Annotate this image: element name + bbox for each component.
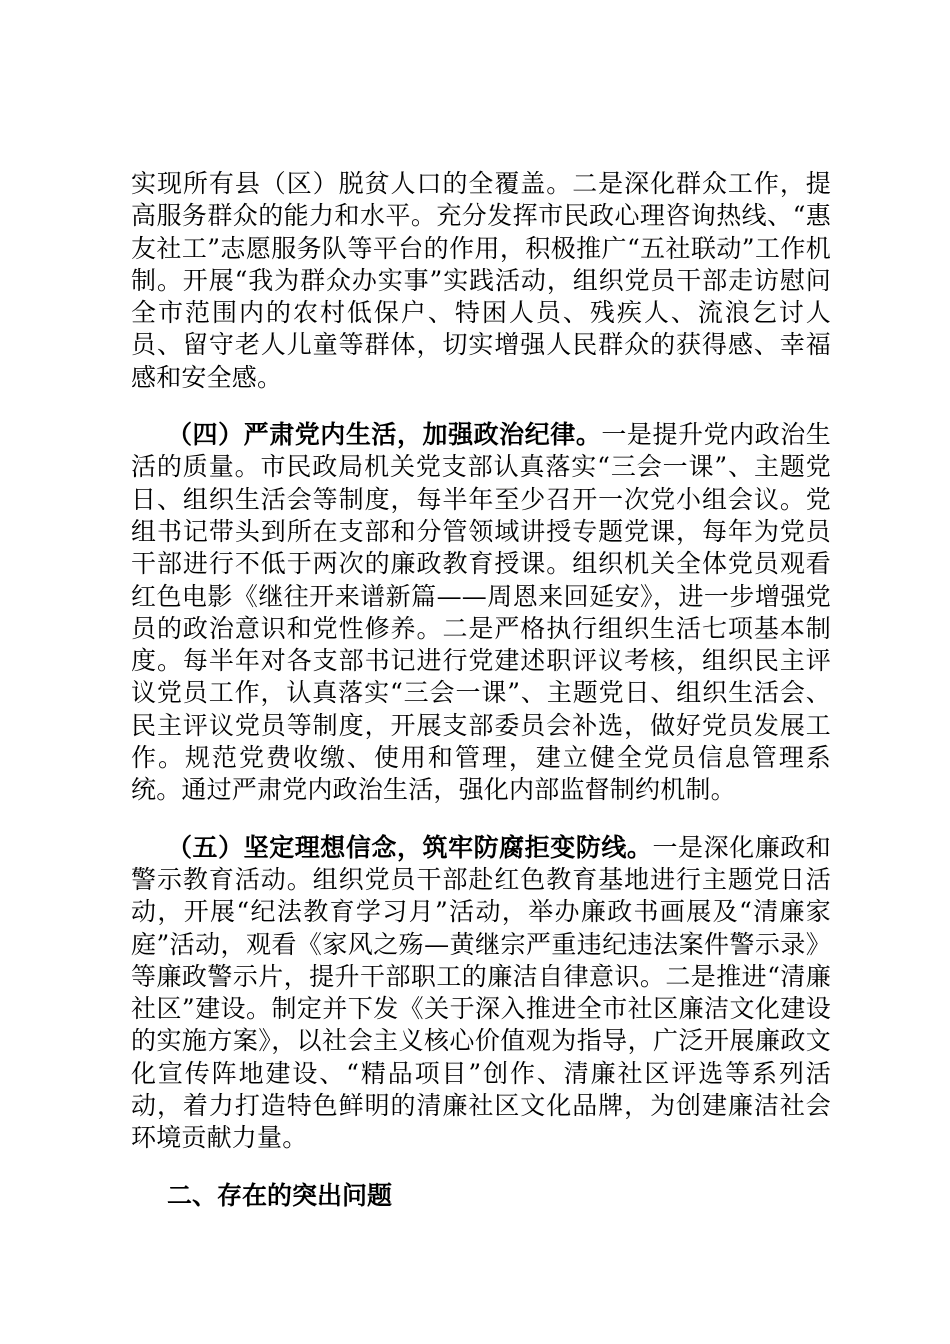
paragraph-section-4 xyxy=(131,419,831,807)
document-page xyxy=(131,168,831,1212)
section-5-heading: （五）坚定理想信念，筑牢防腐拒变防线。 xyxy=(167,832,653,862)
section-5-body: 一是深化廉政和警示教育活动。组织党员干部赴红色教育基地进行主题党日活动，开展“纪法教育学习月”活动，举办廉政书画展及“清廉家庭”活动，观看《家风之殇—黄继宗严重违纪违法案件警示录》等廉政警示片，提升干部职工的廉洁自律意识。二是推进“清廉社区”建设。制定并下发《关于深入推进全市社区廉洁文化建设的实施方案》，以社会主义核心价值观为指导，广泛开展廉政文化宣传阵地建设、“精品项目”创作、清廉社区评选等系列活动，着力打造特色鲜明的清廉社区文化品牌，为创建廉洁社会环境贡献力量。 xyxy=(131,832,831,1153)
section-4-body: 一是提升党内政治生活的质量。市民政局机关党支部认真落实“三会一课”、主题党日、组织生活会等制度，每半年至少召开一次党小组会议。党组书记带头到所在支部和分管领域讲授专题党课，每年为党员干部进行不低于两次的廉政教育授课。组织机关全体党员观看红色电影《继往开来谱新篇——周恩来回延安》，进一步增强党员的政治意识和党性修养。二是严格执行组织生活七项基本制度。每半年对各支部书记进行党建述职评议考核，组织民主评议党员工作，认真落实“三会一课”、主题党日、组织生活会、民主评议党员等制度，开展支部委员会补选，做好党员发展工作。规范党费收缴、使用和管理，建立健全党员信息管理系统。通过严肃党内政治生活，强化内部监督制约机制。 xyxy=(131,420,831,805)
chapter-heading-problems: 二、存在的突出问题 xyxy=(167,1180,393,1210)
paragraph-section-5 xyxy=(131,832,831,1155)
section-4-heading: （四）严肃党内生活，加强政治纪律。 xyxy=(167,420,602,450)
paragraph-continuation: 实现所有县（区）脱贫人口的全覆盖。二是深化群众工作，提高服务群众的能力和水平。充分发挥市民政心理咨询热线、“惠友社工”志愿服务队等平台的作用，积极推广“五社联动”工作机制。开展“我为群众办实事”实践活动，组织党员干部走访慰问全市范围内的农村低保户、特困人员、残疾人、流浪乞讨人员、留守老人儿童等群体，切实增强人民群众的获得感、幸福感和安全感。 xyxy=(131,169,831,392)
